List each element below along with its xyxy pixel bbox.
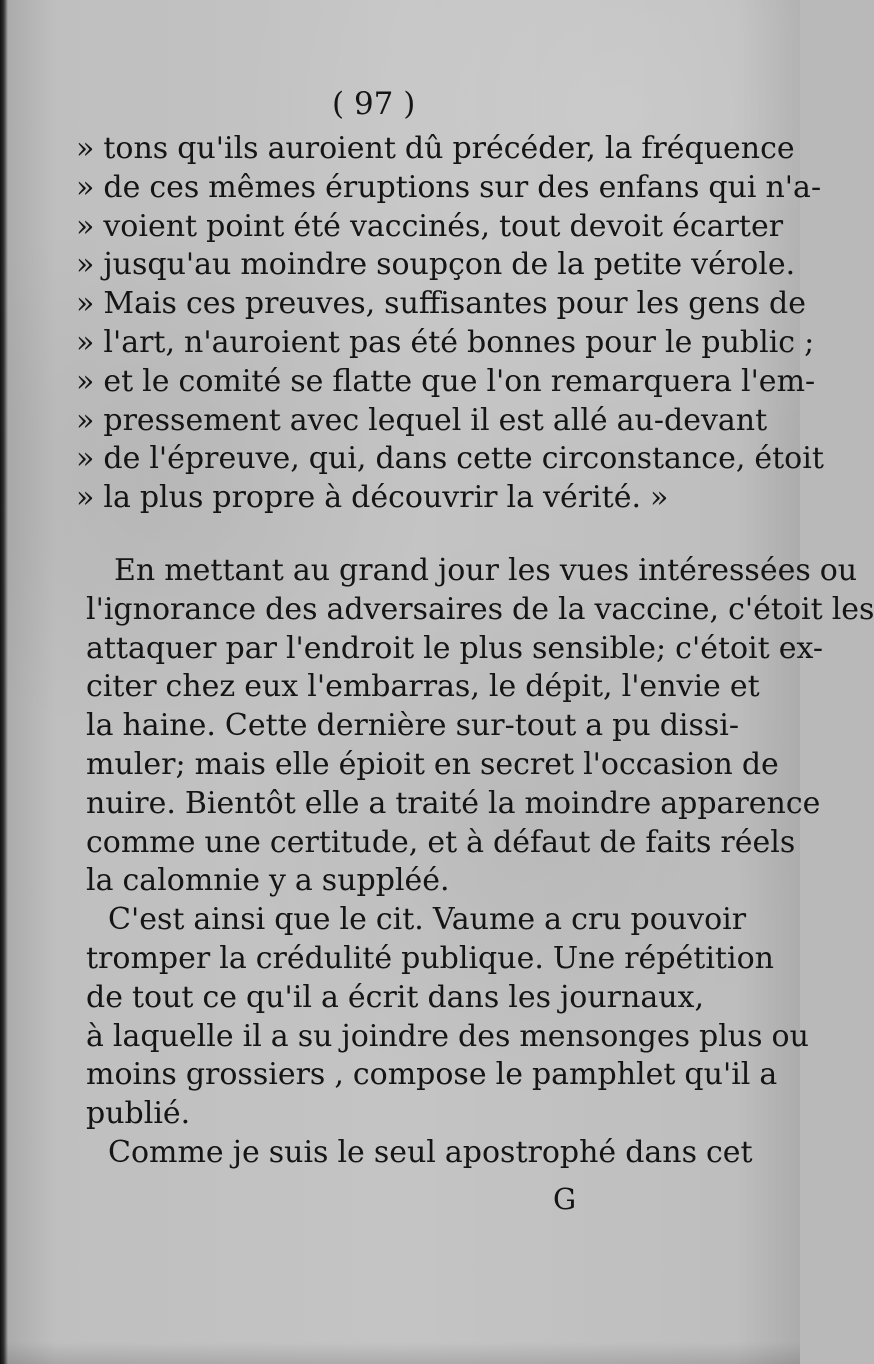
body-line-8-word-9: réels: [720, 824, 796, 860]
body-line-12-word-3: ce: [202, 979, 238, 1015]
body-line-10-word-5: cit.: [375, 902, 424, 938]
body-line-16-word-5: seul: [373, 1134, 436, 1170]
quote-line-7-word-7: que: [421, 363, 478, 399]
quote-line-4-word-1: »: [76, 247, 95, 283]
quote-line-2: [76, 169, 822, 208]
quote-line-3-word-2: voient: [103, 208, 198, 244]
quote-line-1-word-1: »: [76, 131, 95, 166]
body-line-1-word-2: mettant: [164, 553, 284, 588]
body-line-16-word-6: apostrophé: [444, 1134, 617, 1170]
quote-line-10-word-4: propre: [212, 480, 316, 516]
body-line-1-word-1: En: [114, 553, 156, 588]
quote-line-2-word-4: mêmes: [208, 169, 317, 205]
body-line-3-word-3: l'endroit: [285, 630, 415, 666]
quote-line-1-word-7: la: [604, 131, 633, 166]
quote-line-4-word-8: vérole.: [691, 247, 796, 283]
quote-line-3-word-5: vaccinés,: [349, 208, 490, 244]
body-text: [86, 552, 874, 1173]
quote-line-1: [76, 130, 795, 169]
quote-line-9-word-8: étoit: [754, 441, 824, 477]
body-line-14-word-4: compose: [352, 1057, 487, 1093]
quote-line-7-word-2: et: [103, 363, 134, 399]
body-line-1-word-7: vues: [559, 553, 630, 588]
body-line-9: [86, 862, 698, 901]
quote-line-6-word-4: pas: [348, 324, 402, 360]
body-line-1-word-5: jour: [438, 553, 500, 588]
body-line-9-word-2: calomnie: [122, 863, 260, 899]
body-line-9-word-3: y: [268, 863, 286, 899]
body-line-12: [86, 979, 705, 1018]
quote-line-6-word-6: bonnes: [467, 324, 577, 360]
quote-line-10-word-7: la: [506, 480, 535, 516]
body-line-16-word-3: suis: [268, 1134, 329, 1170]
quote-line-8-word-2: pressement: [103, 402, 281, 438]
body-line-12-word-9: journaux,: [560, 979, 705, 1015]
quote-line-6-word-7: pour: [585, 324, 657, 360]
quote-line-7-word-1: »: [76, 363, 95, 399]
body-line-5-word-4: dernière: [316, 708, 447, 744]
quote-line-2-word-2: de: [103, 169, 141, 205]
body-line-4-word-8: et: [729, 669, 760, 705]
quote-line-3-word-1: »: [76, 208, 95, 244]
quote-line-3-word-6: tout: [498, 208, 561, 244]
body-line-6: [86, 746, 779, 785]
body-line-8-word-5: à: [466, 824, 485, 860]
body-line-8-word-4: et: [427, 824, 458, 860]
quote-line-4-word-5: de: [511, 247, 549, 283]
quote-line-5-word-7: les: [636, 286, 680, 322]
body-line-9-word-4: a: [294, 863, 313, 899]
body-line-9-word-1: la: [86, 863, 114, 899]
quote-line-10: [76, 479, 696, 518]
quote-line-2-word-3: ces: [149, 169, 200, 205]
quote-line-8-word-6: est: [498, 402, 544, 438]
quote-line-3-word-8: écarter: [672, 208, 784, 244]
body-line-10-word-6: Vaume: [432, 902, 536, 938]
body-line-13-word-4: a: [270, 1018, 289, 1054]
body-line-2: [86, 591, 874, 630]
quote-line-1-word-8: fréquence: [641, 131, 795, 166]
body-line-7-word-6: la: [488, 785, 516, 821]
quote-line-2-word-8: enfans: [598, 169, 700, 205]
quote-line-5-word-2: Mais: [103, 286, 177, 322]
body-line-4: [86, 668, 760, 707]
body-line-10-word-3: que: [274, 902, 331, 938]
body-line-7-word-7: moindre: [524, 785, 652, 821]
body-line-2-word-8: les: [831, 591, 874, 627]
body-line-8-word-7: de: [599, 824, 637, 860]
body-line-2-word-2: des: [265, 591, 318, 627]
body-line-7-word-1: nuire.: [86, 785, 176, 821]
quote-line-7-word-6: flatte: [332, 363, 413, 399]
body-line-1-word-3: au: [292, 553, 331, 588]
body-line-13-word-7: des: [457, 1018, 511, 1054]
printer-signature-mark: G: [553, 1182, 577, 1216]
body-line-10: [86, 901, 747, 940]
body-line-12-word-6: écrit: [347, 979, 419, 1015]
quote-line-8-word-4: lequel: [368, 402, 462, 438]
body-line-7-word-2: Bientôt: [184, 785, 296, 821]
quote-line-8-word-8: au-devant: [616, 402, 768, 438]
body-line-7-word-3: elle: [304, 785, 360, 821]
body-line-16-word-2: je: [232, 1134, 260, 1170]
quote-line-1-word-5: dû: [404, 131, 444, 166]
body-line-4-word-7: l'envie: [621, 669, 721, 705]
quote-line-8-word-1: »: [76, 402, 95, 438]
body-line-4-word-2: chez: [165, 669, 236, 705]
body-line-3-word-4: le: [423, 630, 451, 666]
body-line-8-word-6: défaut: [493, 824, 591, 860]
body-line-7-word-8: apparence: [660, 785, 821, 821]
body-line-5-word-3: Cette: [224, 708, 308, 744]
quote-line-7-word-8: l'on: [486, 363, 542, 399]
quote-line-9-word-4: qui,: [308, 441, 367, 477]
quote-line-2-word-5: éruptions: [325, 169, 471, 205]
body-line-8-word-8: faits: [645, 824, 712, 860]
body-line-5: [86, 707, 740, 746]
body-line-2-word-7: c'étoit: [728, 591, 823, 627]
body-line-14-word-3: ,: [334, 1057, 344, 1093]
quote-line-2-word-10: n'a-: [765, 169, 822, 205]
quote-line-10-word-2: la: [103, 480, 131, 516]
quote-line-9-word-2: de: [103, 441, 141, 477]
body-line-10-word-1: C'est: [108, 902, 185, 938]
body-line-2-word-6: vaccine,: [594, 591, 720, 627]
quote-line-4-word-2: jusqu'au: [103, 247, 232, 283]
binding-shadow: [0, 0, 8, 1364]
quote-line-10-word-3: plus: [139, 480, 204, 516]
body-line-5-word-2: haine.: [122, 708, 216, 744]
body-line-11-word-3: crédulité: [255, 940, 393, 976]
body-line-11-word-4: publique.: [401, 940, 544, 976]
body-line-3-word-1: attaquer: [86, 630, 217, 666]
quote-line-1-word-2: tons: [103, 131, 169, 166]
body-line-1: [86, 552, 858, 591]
body-line-5-word-7: pu: [612, 708, 651, 744]
quote-line-5: [76, 285, 806, 324]
quote-line-6-word-9: public: [701, 324, 796, 360]
body-line-5-word-6: a: [585, 708, 604, 744]
body-line-16-word-8: cet: [706, 1134, 753, 1170]
body-line-6-word-6: secret: [479, 746, 575, 782]
quote-line-6-word-1: »: [76, 324, 95, 360]
body-line-4-word-6: dépit,: [525, 669, 613, 705]
body-line-4-word-1: citer: [86, 669, 157, 705]
body-line-3-word-2: par: [225, 630, 277, 666]
body-line-5-word-8: dissi-: [659, 708, 740, 744]
body-line-8-word-1: comme: [86, 824, 196, 860]
quote-line-2-word-1: »: [76, 169, 95, 205]
body-line-14-word-2: grossiers: [185, 1057, 326, 1093]
quote-line-5-word-8: gens: [688, 286, 760, 322]
body-line-14-word-7: qu'il: [684, 1057, 751, 1093]
quote-line-3-word-3: point: [206, 208, 285, 244]
body-line-6-word-1: muler;: [86, 746, 186, 782]
body-line-14-word-6: pamphlet: [531, 1057, 676, 1093]
body-line-11-word-2: la: [219, 940, 247, 976]
quote-line-7-word-3: le: [142, 363, 170, 399]
body-line-12-word-2: tout: [131, 979, 194, 1015]
body-line-3-word-8: ex-: [778, 630, 824, 666]
body-line-3: [86, 630, 824, 669]
body-line-7-word-4: a: [368, 785, 387, 821]
body-line-10-word-8: cru: [571, 902, 622, 938]
quote-line-7: [76, 363, 816, 402]
body-line-13-word-3: il: [242, 1018, 262, 1054]
quote-line-7-word-5: se: [290, 363, 324, 399]
quote-line-10-word-5: à: [324, 480, 343, 516]
body-line-2-word-4: de: [512, 591, 549, 627]
body-line-1-word-4: grand: [339, 553, 429, 588]
quote-line-5-word-3: ces: [185, 286, 236, 322]
quote-line-2-word-9: qui: [708, 169, 757, 205]
body-line-10-word-7: a: [544, 902, 563, 938]
body-line-3-word-5: plus: [459, 630, 524, 666]
body-line-14: [86, 1056, 778, 1095]
body-line-13-word-1: à: [86, 1018, 104, 1054]
body-line-12-word-7: dans: [427, 979, 500, 1015]
body-line-6-word-3: elle: [274, 746, 330, 782]
body-line-6-word-4: épioit: [338, 746, 425, 782]
quote-line-8-word-3: avec: [289, 402, 360, 438]
quote-line-5-word-4: preuves,: [244, 286, 376, 322]
quote-line-4-word-3: moindre: [240, 247, 368, 283]
quote-line-7-word-9: remarquera: [550, 363, 732, 399]
quote-line-6-word-3: n'auroient: [184, 324, 340, 360]
body-line-8: [86, 824, 796, 863]
quote-line-9-word-5: dans: [375, 441, 448, 477]
body-line-16-word-1: Comme: [108, 1134, 224, 1170]
quote-line-7-word-4: comité: [178, 363, 282, 399]
quote-line-10-word-9: »: [650, 480, 669, 516]
quote-line-9-word-7: circonstance,: [541, 441, 746, 477]
body-line-13-word-9: plus: [699, 1018, 763, 1054]
body-line-7: [86, 785, 821, 824]
body-line-15: [86, 1095, 698, 1134]
quote-line-4-word-4: soupçon: [376, 247, 503, 283]
body-line-9-word-5: suppléé.: [321, 863, 450, 899]
quote-line-10-word-6: découvrir: [351, 480, 498, 516]
body-line-14-word-1: moins: [86, 1057, 177, 1093]
body-line-6-word-8: de: [741, 746, 779, 782]
quote-line-6-word-2: l'art,: [103, 324, 176, 360]
body-line-12-word-5: a: [321, 979, 339, 1015]
quote-line-7-word-10: l'em-: [740, 363, 816, 399]
body-line-11: [86, 940, 774, 979]
quote-line-6-word-10: ;: [804, 324, 815, 360]
quote-line-1-word-3: qu'ils: [177, 131, 259, 166]
body-line-16: [86, 1134, 753, 1173]
quote-line-6-word-8: le: [665, 324, 693, 360]
quote-line-3: [76, 208, 784, 247]
body-line-10-word-2: ainsi: [193, 902, 266, 938]
quote-line-6: [76, 324, 815, 363]
page-bottom-shadow: [0, 1342, 800, 1364]
body-line-11-word-6: répétition: [624, 940, 774, 976]
body-line-13-word-5: su: [297, 1018, 333, 1054]
body-line-2-word-1: l'ignorance: [86, 591, 257, 627]
quote-line-5-word-5: suffisantes: [384, 286, 548, 322]
quoted-passage: [76, 130, 824, 518]
page-number: ( 97 ): [332, 86, 416, 122]
body-line-13-word-10: ou: [771, 1018, 809, 1054]
quote-line-8-word-7: allé: [552, 402, 608, 438]
body-line-13-word-8: mensonges: [519, 1018, 690, 1054]
quote-line-5-word-6: pour: [556, 286, 628, 322]
body-line-8-word-2: une: [204, 824, 261, 860]
body-line-1-word-9: ou: [819, 553, 858, 588]
body-line-14-word-5: le: [495, 1057, 523, 1093]
quote-line-9-word-1: »: [76, 441, 95, 477]
body-line-11-word-5: Une: [552, 940, 616, 976]
quote-line-5-word-1: »: [76, 286, 95, 322]
body-line-10-word-4: le: [339, 902, 367, 938]
quote-line-3-word-7: devoit: [569, 208, 664, 244]
quote-line-2-word-6: sur: [479, 169, 529, 205]
quote-line-5-word-9: de: [768, 286, 806, 322]
quote-line-2-word-7: des: [537, 169, 590, 205]
body-line-12-word-4: qu'il: [246, 979, 312, 1015]
body-line-5-word-1: la: [86, 708, 114, 744]
quote-line-3-word-4: été: [293, 208, 341, 244]
body-line-7-word-5: traité: [395, 785, 480, 821]
body-line-15-word-1: publié.: [86, 1096, 191, 1132]
quote-line-8-word-5: il: [470, 402, 490, 438]
quote-line-9-word-6: cette: [456, 441, 533, 477]
quote-line-1-word-6: précéder,: [452, 131, 596, 166]
body-line-5-word-5: sur-tout: [455, 708, 577, 744]
quote-line-8: [76, 402, 768, 441]
body-line-11-word-1: tromper: [86, 940, 211, 976]
quote-line-4: [76, 246, 796, 285]
body-line-12-word-1: de: [86, 979, 123, 1015]
body-line-13: [86, 1018, 809, 1057]
quote-line-10-word-8: vérité.: [543, 480, 641, 516]
body-line-13-word-2: laquelle: [112, 1018, 234, 1054]
body-line-4-word-4: l'embarras,: [307, 669, 480, 705]
quote-line-4-word-7: petite: [593, 247, 683, 283]
body-line-2-word-5: la: [557, 591, 586, 627]
body-line-14-word-8: a: [759, 1057, 778, 1093]
body-line-3-word-6: sensible;: [532, 630, 667, 666]
body-line-1-word-8: intéressées: [638, 553, 811, 588]
body-line-12-word-8: les: [508, 979, 551, 1015]
quote-line-10-word-1: »: [76, 480, 95, 516]
body-line-6-word-7: l'occasion: [583, 746, 733, 782]
body-line-4-word-5: le: [488, 669, 517, 705]
body-line-2-word-3: adversaires: [326, 591, 503, 627]
quote-line-1-word-4: auroient: [267, 131, 396, 166]
body-line-10-word-9: pouvoir: [630, 902, 747, 938]
body-line-6-word-2: mais: [194, 746, 266, 782]
body-line-3-word-7: c'étoit: [675, 630, 770, 666]
quote-line-6-word-5: été: [410, 324, 459, 360]
quote-line-4-word-6: la: [557, 247, 585, 283]
quote-line-9-word-3: l'épreuve,: [149, 441, 300, 477]
body-line-16-word-7: dans: [625, 1134, 697, 1170]
body-line-6-word-5: en: [433, 746, 471, 782]
body-line-4-word-3: eux: [244, 669, 299, 705]
body-line-13-word-6: joindre: [341, 1018, 449, 1054]
body-line-16-word-4: le: [337, 1134, 365, 1170]
body-line-8-word-3: certitude,: [269, 824, 419, 860]
quote-line-9: [76, 440, 824, 479]
body-line-1-word-6: les: [508, 553, 551, 588]
